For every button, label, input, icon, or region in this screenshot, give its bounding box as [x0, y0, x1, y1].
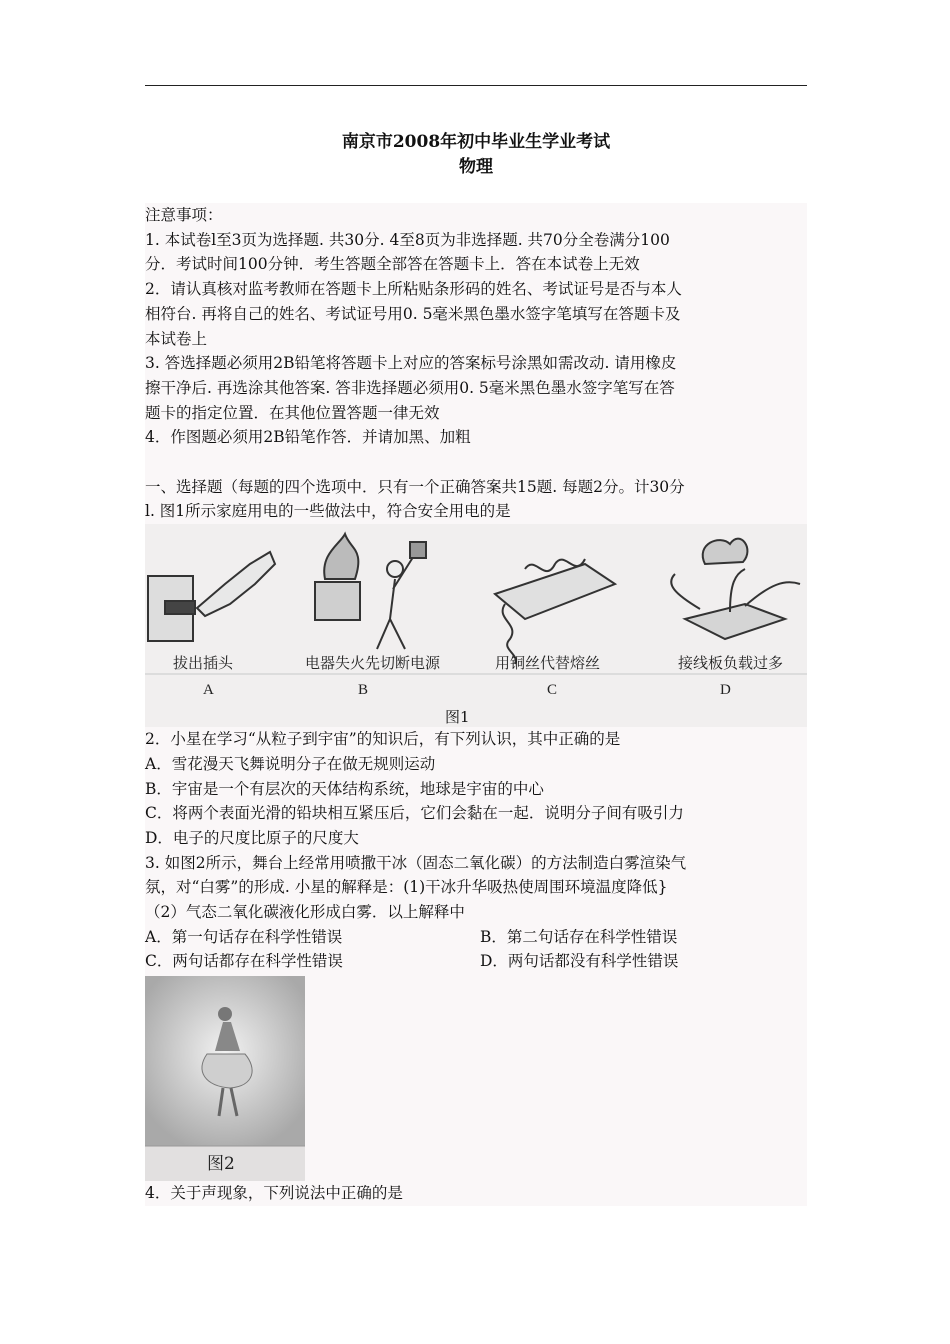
exam-subject: 物理	[459, 157, 493, 177]
answer-row	[145, 925, 807, 950]
notice-line: 本试卷上	[145, 329, 208, 348]
answer-option: C．将两个表面光滑的铅块相互紧压后，它们会黏在一起．说明分子间有吸引力	[145, 804, 684, 823]
question-stem: 2．小星在学习“从粒子到宇宙”的知识后，有下列认识，其中正确的是	[145, 730, 621, 749]
notice-line: 1. 本试卷l至3页为选择题. 共30分. 4至8页为非选择题. 共70分全卷满分100	[145, 230, 670, 249]
figure-1	[145, 524, 807, 727]
notice-line: 题卡的指定位置．在其他位置答题一律无效	[145, 403, 440, 422]
figure-1-letter-c: C	[547, 682, 558, 699]
plug-illustration	[165, 601, 195, 614]
figure-1-label-d: 接线板负载过多	[678, 654, 784, 673]
notice-line: 4．作图题必须用2B铅笔作答．并请加黑、加粗	[145, 428, 471, 447]
question-stem: 4．关于声现象，下列说法中正确的是	[145, 1184, 403, 1203]
question-stem: （2）气态二氧化碳液化形成白雾．以上解释中	[145, 903, 465, 922]
fuse-holder-illustration	[495, 564, 615, 619]
figure-2-caption: 图2	[207, 1154, 235, 1175]
question-stem: l. 图1所示家庭用电的一些做法中，符合安全用电的是	[145, 502, 511, 521]
answer-option: B．第二句话存在科学性错误	[480, 927, 678, 946]
hand-illustration	[197, 552, 275, 616]
answer-option: A．第一句话存在科学性错误	[145, 927, 343, 946]
figure-1-letter-d: D	[720, 682, 731, 699]
notice-heading: 注意事项：	[145, 206, 223, 224]
question-stem: 3. 如图2所示，舞台上经常用喷撒干冰（固态二氧化碳）的方法制造白雾渲染气	[145, 853, 687, 872]
notice-line: 3. 答选择题必须用2B铅笔将答题卡上对应的答案标号涂黑如需改动. 请用橡皮	[145, 354, 677, 373]
answer-row	[145, 949, 807, 974]
section-heading: 一、选择题（每题的四个选项中．只有一个正确答案共15题. 每题2分。计30分	[145, 477, 685, 496]
answer-option: A．雪花漫天飞舞说明分子在做无规则运动	[145, 754, 436, 773]
notice-line: 2．请认真核对监考教师在答题卡上所粘贴条形码的姓名、考试证号是否与本人	[145, 280, 682, 299]
figure-2-illustration	[145, 976, 305, 1181]
answer-option: D．两句话都没有科学性错误	[480, 952, 679, 971]
top-rule	[145, 85, 807, 86]
question-stem: 氛，对“白雾”的形成. 小星的解释是：(1)干冰升华吸热使周围环境温度降低}	[145, 878, 668, 897]
figure-1-illustration	[145, 524, 807, 727]
figure-1-caption: 图1	[445, 708, 470, 727]
figure-1-letter-a: A	[203, 682, 214, 699]
figure-1-label-c: 用铜丝代替熔丝	[495, 654, 601, 673]
notice-line: 相符台. 再将自己的姓名、考试证号用0. 5毫米黑色墨水签字笔填写在答题卡及	[145, 304, 681, 323]
figure-2	[145, 976, 305, 1181]
figure-1-letter-b: B	[358, 682, 369, 699]
answer-option: B．宇宙是一个有层次的天体结构系统，地球是宇宙的中心	[145, 779, 544, 798]
exam-content	[145, 203, 807, 1206]
exam-title: 南京市2008年初中毕业生学业考试	[341, 132, 611, 152]
notice-line: 分．考试时间100分钟．考生答题全部答在答题卡上．答在本试卷上无效	[145, 255, 640, 274]
figure-1-label-b: 电器失火先切断电源	[305, 654, 441, 673]
notice-line: 擦干净后. 再选涂其他答案. 答非选择题必须用0. 5毫米黑色墨水签字笔写在答	[145, 378, 675, 397]
power-strip-illustration	[685, 604, 785, 639]
smoke-illustration	[703, 539, 748, 564]
fire-illustration	[324, 534, 358, 579]
appliance-illustration	[315, 582, 360, 620]
answer-option: D．电子的尺度比原子的尺度大	[145, 828, 359, 847]
answer-option: C．两句话都存在科学性错误	[145, 952, 343, 971]
figure-1-label-a: 拔出插头	[173, 654, 234, 673]
